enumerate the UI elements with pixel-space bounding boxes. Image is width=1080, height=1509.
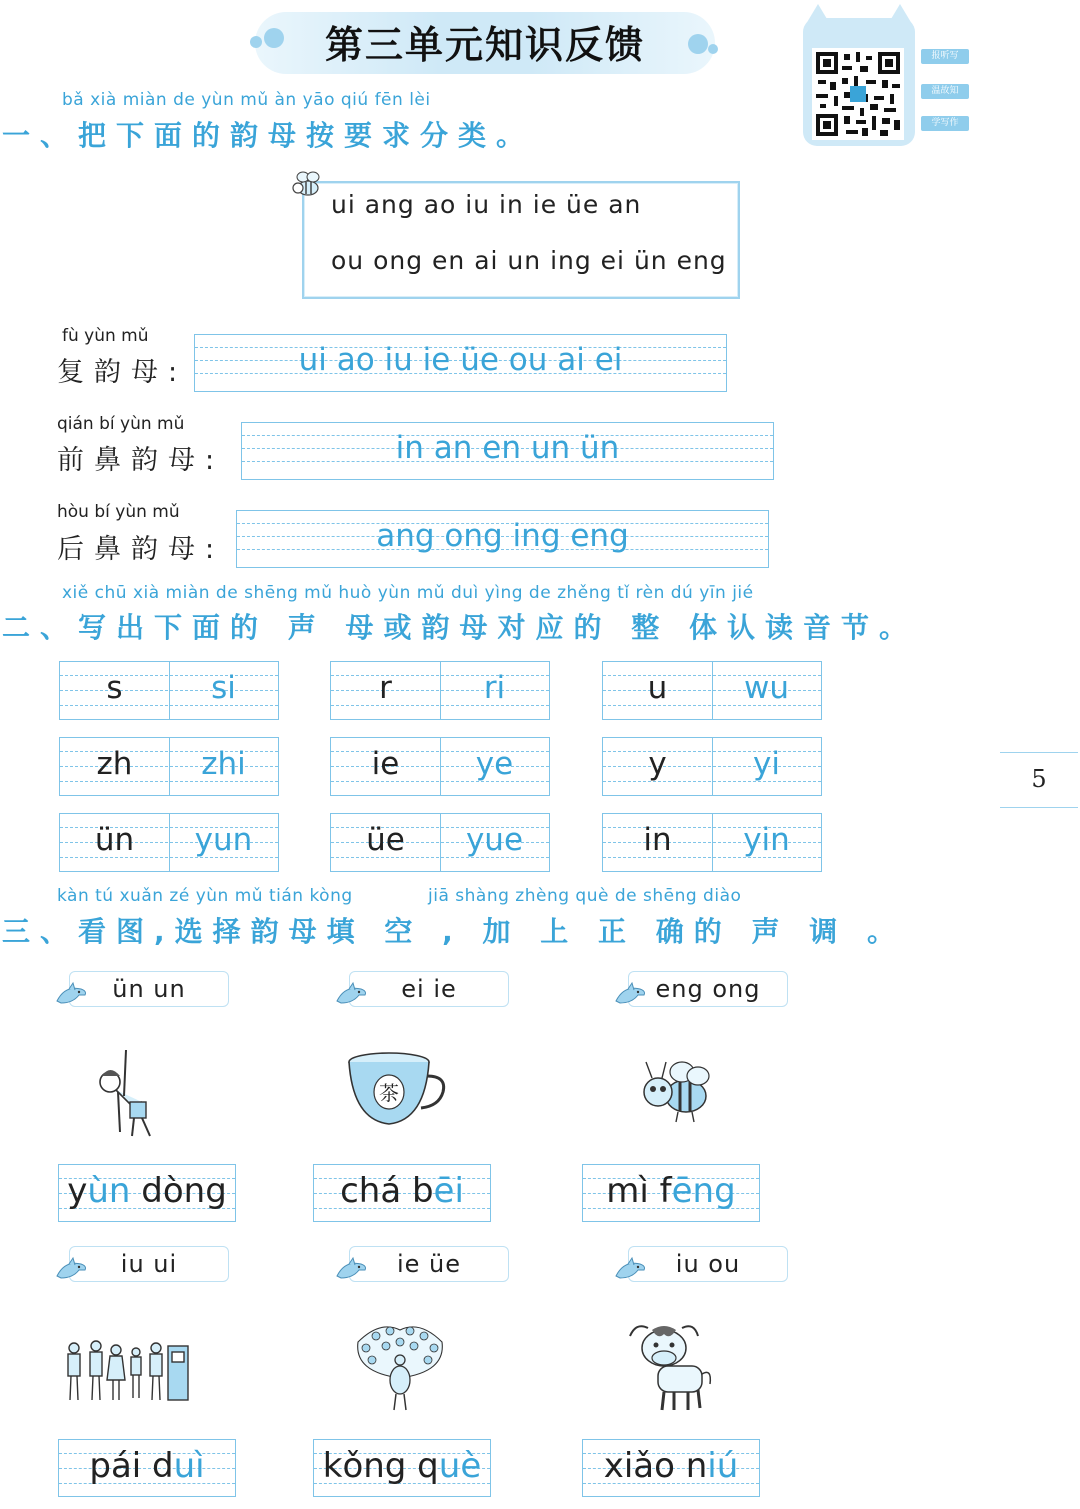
section3-pinyin-2: jiā shàng zhèng què de shēng diào: [428, 886, 742, 906]
qr-code-icon[interactable]: [812, 48, 904, 140]
filled-vowel: ùn: [87, 1171, 131, 1211]
given-letters: y: [67, 1171, 88, 1211]
vowel-choice-pill[interactable]: [69, 971, 229, 1007]
syllable-cell[interactable]: [602, 813, 822, 872]
syllable-answer-box[interactable]: [58, 1164, 236, 1222]
whole-syllable-answer: ri: [483, 670, 506, 706]
initial-or-final: üe: [366, 822, 405, 858]
qr-tag-dictation[interactable]: 报听写: [921, 49, 969, 64]
initial-or-final: u: [647, 670, 668, 706]
whole-syllable-answer: yun: [194, 822, 253, 858]
vowel-options: ün un: [112, 975, 186, 1003]
label-pinyin-back-nasal: hòu bí yùn mǔ: [57, 502, 180, 522]
child-stretching-illustration: [90, 1046, 162, 1140]
label-front-nasal: 前鼻韵母:: [57, 445, 225, 476]
whole-syllable-answer: zhi: [201, 746, 246, 782]
initial-or-final: ie: [371, 746, 400, 782]
qr-tag-review[interactable]: 温故知: [921, 84, 969, 99]
qr-tag-writing[interactable]: 学写作: [921, 116, 969, 131]
whole-syllable-answer: ye: [475, 746, 514, 782]
syllable-cell[interactable]: [330, 661, 550, 720]
given-letters: mì f: [606, 1171, 672, 1211]
vowel-line-2: ou ong en ai un ing ei ün eng: [331, 246, 727, 275]
vowel-options: eng ong: [655, 975, 761, 1003]
vowel-options: ei ie: [401, 975, 457, 1003]
given-letters: xiǎo n: [603, 1446, 708, 1486]
answer-bar-front-nasal[interactable]: [241, 422, 774, 480]
initial-or-final: zh: [96, 746, 133, 782]
syllable-cell[interactable]: [602, 737, 822, 796]
answer-front-nasal: in an en un ün: [395, 430, 620, 466]
syllable-answer-box[interactable]: [313, 1164, 491, 1222]
given-letters: pái d: [89, 1446, 174, 1486]
cat-ear-icon: [806, 4, 830, 24]
label-complex-vowels: 复韵母:: [57, 357, 188, 388]
whole-syllable-answer: yin: [743, 822, 790, 858]
dolphin-icon: [55, 1256, 89, 1282]
section1-pinyin: bǎ xià miàn de yùn mǔ àn yāo qiú fēn lèi: [62, 90, 431, 110]
people-queueing-illustration: [60, 1336, 192, 1404]
calf-illustration: [622, 1318, 718, 1414]
label-pinyin-complex: fù yùn mǔ: [62, 326, 149, 346]
whole-syllable-answer: yue: [465, 822, 524, 858]
filled-vowel: ēng: [671, 1171, 736, 1211]
dolphin-icon: [335, 1256, 369, 1282]
label-back-nasal: 后鼻韵母:: [57, 534, 225, 565]
syllable-answer-box[interactable]: [582, 1164, 760, 1222]
dolphin-icon: [614, 1256, 648, 1282]
peacock-illustration: [350, 1322, 450, 1414]
given-letters: kǒng q: [322, 1446, 439, 1486]
page-title: 第三单元知识反馈: [324, 23, 645, 67]
filled-vowel: iú: [707, 1446, 739, 1486]
section2-title: 二、写出下面的 声 母或韵母对应的 整 体认读音节。: [2, 611, 917, 644]
cat-ear-icon: [888, 4, 912, 24]
bee-illustration: [638, 1056, 714, 1126]
initial-or-final: r: [379, 670, 392, 706]
given-letters: chá b: [340, 1171, 434, 1211]
syllable-answer-box[interactable]: [58, 1439, 236, 1497]
syllable-cell[interactable]: [330, 737, 550, 796]
bee-icon: [288, 168, 324, 202]
vowel-options: iu ui: [120, 1250, 178, 1278]
vowel-line-1: ui ang ao iu in ie üe an: [331, 190, 642, 219]
section2-pinyin: xiě chū xià miàn de shēng mǔ huò yùn mǔ duì yìng de zhěng tǐ rèn dú yīn jié: [62, 583, 754, 603]
vowel-options: iu ou: [675, 1250, 741, 1278]
dolphin-icon: [335, 981, 369, 1007]
whole-syllable-answer: wu: [743, 670, 789, 706]
syllable-answer-box[interactable]: [313, 1439, 491, 1497]
vowel-choice-pill[interactable]: [349, 971, 509, 1007]
vowel-choice-pill[interactable]: [349, 1246, 509, 1282]
dolphin-icon: [614, 981, 648, 1007]
syllable-cell[interactable]: [59, 813, 279, 872]
section3-title: 三、看图,选择韵母填 空 , 加 上 正 确的 声 调 。: [2, 915, 906, 948]
page-number-box: [1000, 752, 1078, 808]
syllable-cell[interactable]: [59, 737, 279, 796]
syllable-cell[interactable]: [602, 661, 822, 720]
whole-syllable-answer: yi: [753, 746, 780, 782]
vowel-choice-pill[interactable]: [628, 1246, 788, 1282]
answer-bar-complex[interactable]: [194, 334, 727, 392]
filled-vowel: ēi: [433, 1171, 464, 1211]
answer-complex: ui ao iu ie üe ou ai ei: [298, 342, 623, 378]
page-number: 5: [1031, 765, 1047, 793]
given-letters: dòng: [130, 1171, 227, 1211]
vowel-choice-pill[interactable]: [628, 971, 788, 1007]
syllable-cell[interactable]: [330, 813, 550, 872]
dolphin-icon: [55, 981, 89, 1007]
section1-title: 一、把下面的韵母按要求分类。: [2, 119, 535, 152]
initial-or-final: in: [643, 822, 672, 858]
syllable-answer-box[interactable]: [582, 1439, 760, 1497]
syllable-cell[interactable]: [59, 661, 279, 720]
vowel-options: ie üe: [396, 1250, 462, 1278]
label-pinyin-front-nasal: qián bí yùn mǔ: [57, 414, 185, 434]
tea-character: 茶: [379, 1081, 399, 1105]
initial-or-final: ün: [94, 822, 135, 858]
initial-or-final: s: [106, 670, 123, 706]
whole-syllable-answer: si: [211, 670, 236, 706]
initial-or-final: y: [648, 746, 667, 782]
filled-vowel: uì: [173, 1446, 205, 1486]
vowel-choice-pill[interactable]: [69, 1246, 229, 1282]
answer-bar-back-nasal[interactable]: [236, 510, 769, 568]
filled-vowel: uè: [438, 1446, 482, 1486]
section3-pinyin-1: kàn tú xuǎn zé yùn mǔ tián kòng: [57, 886, 353, 906]
tea-cup-illustration: [345, 1050, 451, 1130]
answer-back-nasal: ang ong ing eng: [376, 518, 629, 554]
